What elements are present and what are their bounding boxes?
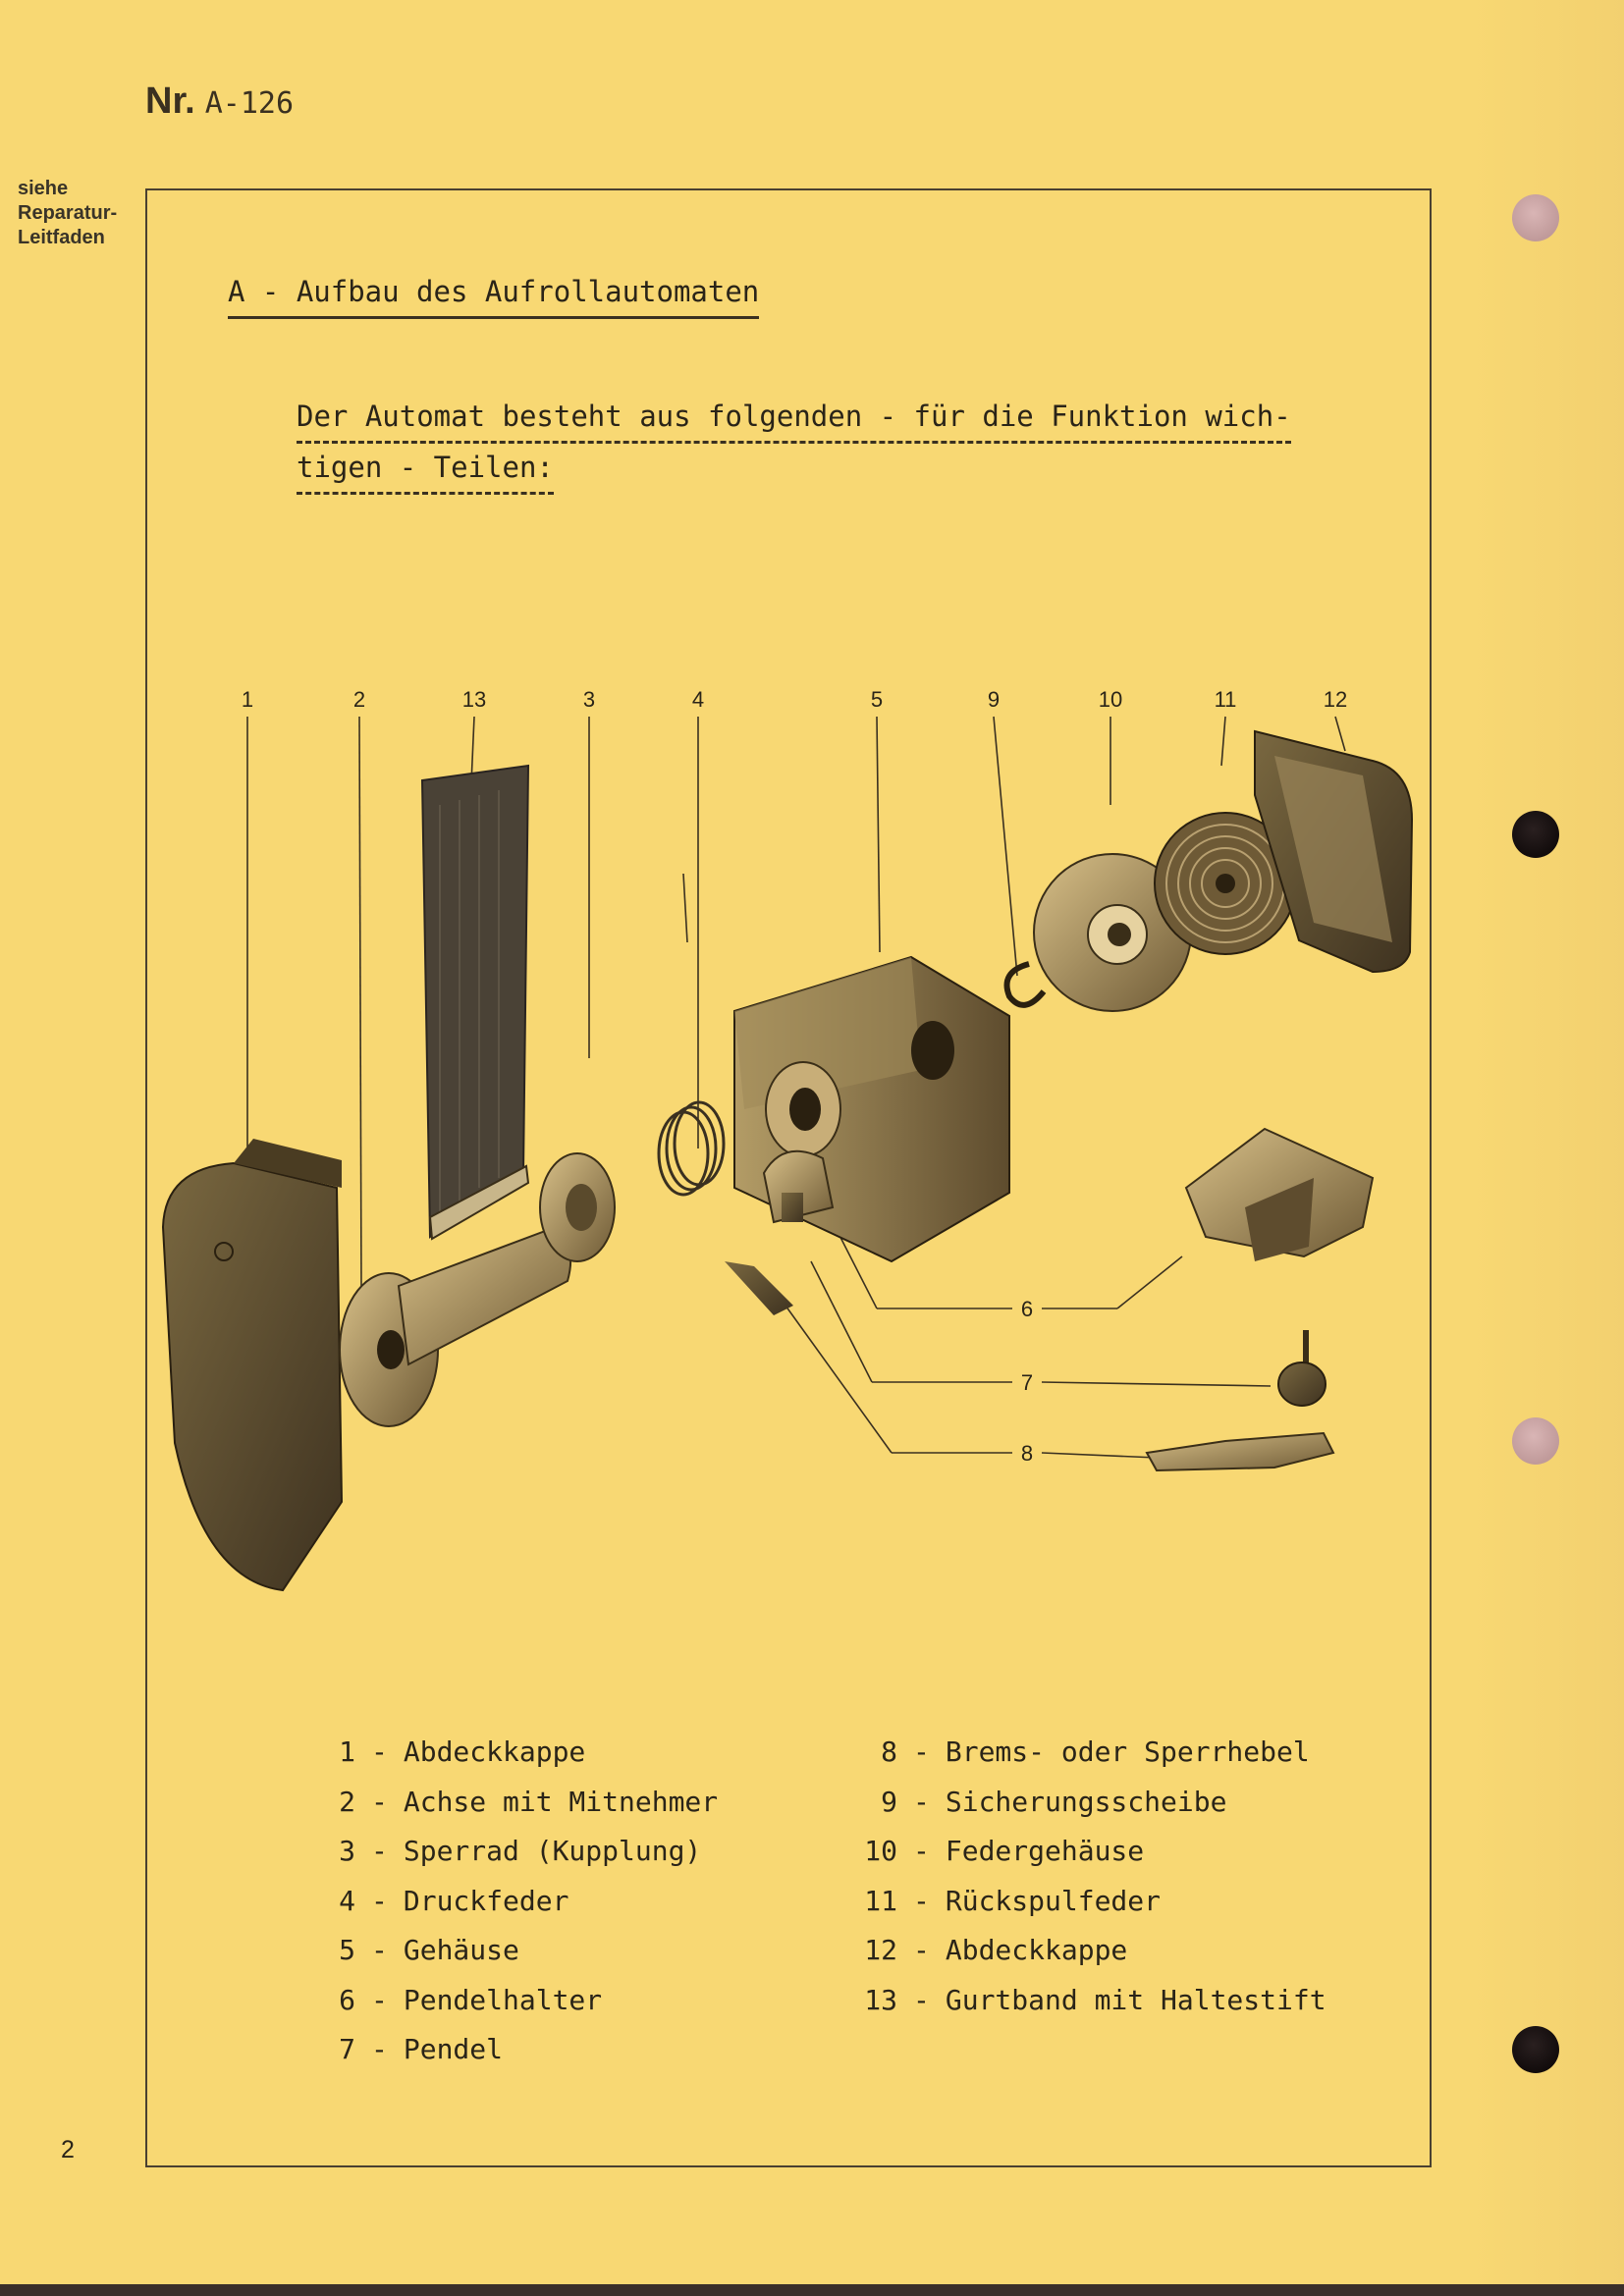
part-number: 5 bbox=[339, 1934, 355, 1966]
legend-row: 10 - Federgehäuse bbox=[837, 1827, 1326, 1877]
intro-line: Der Automat besteht aus folgenden - für die Funktion wich- bbox=[297, 393, 1291, 444]
punch-hole bbox=[1512, 811, 1559, 858]
punch-hole bbox=[1512, 1417, 1559, 1465]
callout-label: 13 bbox=[461, 687, 487, 712]
callout-label: 3 bbox=[582, 687, 596, 712]
part-number: 8 bbox=[881, 1735, 897, 1768]
part-label: Achse mit Mitnehmer bbox=[403, 1785, 719, 1818]
side-note-line: Reparatur- bbox=[18, 202, 118, 224]
part-label: Druckfeder bbox=[403, 1884, 569, 1917]
intro-line: tigen - Teilen: bbox=[297, 444, 554, 495]
exploded-view-figure bbox=[145, 677, 1428, 1620]
part-label: Abdeckkappe bbox=[403, 1735, 586, 1768]
part-1-cover-cap bbox=[163, 1139, 342, 1590]
part-number: 2 bbox=[339, 1785, 355, 1818]
legend-row: 9 - Sicherungsscheibe bbox=[837, 1778, 1326, 1828]
part-4-compression-spring bbox=[659, 1102, 724, 1195]
part-8-brake-lever bbox=[725, 1261, 1333, 1470]
side-note-line: siehe bbox=[18, 178, 69, 199]
callout-label: 12 bbox=[1323, 687, 1348, 712]
part-label: Pendel bbox=[403, 2033, 504, 2065]
callout-label: 10 bbox=[1098, 687, 1123, 712]
part-number: 10 bbox=[864, 1835, 897, 1867]
part-label: Brems- oder Sperrhebel bbox=[945, 1735, 1310, 1768]
callout-label: 11 bbox=[1214, 687, 1237, 712]
callout-label: 8 bbox=[1020, 1441, 1034, 1466]
callout-label: 2 bbox=[352, 687, 366, 712]
part-label: Sicherungsscheibe bbox=[945, 1785, 1227, 1818]
legend-row: 5 - Gehäuse bbox=[295, 1926, 718, 1976]
part-label: Gehäuse bbox=[403, 1934, 519, 1966]
part-number: 11 bbox=[864, 1884, 897, 1917]
side-note bbox=[18, 177, 145, 250]
part-label: Rückspulfeder bbox=[945, 1884, 1162, 1917]
legend-row: 3 - Sperrad (Kupplung) bbox=[295, 1827, 718, 1877]
intro-paragraph bbox=[297, 393, 1291, 495]
callout-label: 4 bbox=[691, 687, 705, 712]
part-number: 4 bbox=[339, 1884, 355, 1917]
part-12-cover-cap bbox=[1255, 731, 1412, 972]
part-3-ratchet-wheel bbox=[540, 1153, 615, 1261]
callout-label: 1 bbox=[241, 687, 254, 712]
paper-edge-shade bbox=[1467, 0, 1624, 2296]
part-label: Federgehäuse bbox=[945, 1835, 1145, 1867]
part-9-retaining-ring bbox=[1007, 964, 1045, 1005]
exploded-view-drawing bbox=[145, 677, 1428, 1620]
document-number-prefix: Nr. bbox=[145, 80, 195, 122]
part-number: 7 bbox=[339, 2033, 355, 2065]
section-title-text: A - Aufbau des Aufrollautomaten bbox=[228, 275, 759, 319]
legend-row: 6 - Pendelhalter bbox=[295, 1976, 718, 2026]
part-number: 6 bbox=[339, 1983, 355, 2016]
part-label: Sperrad (Kupplung) bbox=[403, 1835, 702, 1867]
callout-label: 9 bbox=[987, 687, 1001, 712]
parts-legend-left bbox=[295, 1728, 718, 2075]
document-number bbox=[145, 80, 294, 123]
parts-legend-right bbox=[837, 1728, 1326, 2025]
punch-hole bbox=[1512, 194, 1559, 241]
part-number: 9 bbox=[881, 1785, 897, 1818]
legend-row: 12 - Abdeckkappe bbox=[837, 1926, 1326, 1976]
part-5-housing bbox=[734, 957, 1009, 1261]
legend-row: 11 - Rückspulfeder bbox=[837, 1877, 1326, 1927]
punch-hole bbox=[1512, 2026, 1559, 2073]
legend-row: 1 - Abdeckkappe bbox=[295, 1728, 718, 1778]
legend-row: 2 - Achse mit Mitnehmer bbox=[295, 1778, 718, 1828]
part-label: Abdeckkappe bbox=[945, 1934, 1128, 1966]
callout-label: 7 bbox=[1020, 1370, 1034, 1395]
page-number: 2 bbox=[61, 2136, 75, 2163]
scan-bottom-edge bbox=[0, 2284, 1624, 2296]
part-number: 3 bbox=[339, 1835, 355, 1867]
legend-row: 7 - Pendel bbox=[295, 2025, 718, 2075]
part-13-belt-webbing bbox=[422, 766, 528, 1239]
part-number: 12 bbox=[864, 1934, 897, 1966]
document-number-value: A-126 bbox=[204, 86, 295, 121]
callout-label: 6 bbox=[1020, 1297, 1034, 1321]
legend-row: 8 - Brems- oder Sperrhebel bbox=[837, 1728, 1326, 1778]
part-2-axle bbox=[340, 1227, 570, 1426]
legend-row: 13 - Gurtband mit Haltestift bbox=[837, 1976, 1326, 2026]
callout-label: 5 bbox=[870, 687, 884, 712]
section-title bbox=[228, 275, 759, 308]
part-label: Gurtband mit Haltestift bbox=[945, 1983, 1326, 2016]
side-note-line: Leitfaden bbox=[18, 227, 105, 248]
legend-row: 4 - Druckfeder bbox=[295, 1877, 718, 1927]
part-number: 13 bbox=[864, 1983, 897, 2016]
part-label: Pendelhalter bbox=[403, 1983, 603, 2016]
part-number: 1 bbox=[339, 1735, 355, 1768]
part-6-pendulum-holder bbox=[1186, 1129, 1373, 1261]
